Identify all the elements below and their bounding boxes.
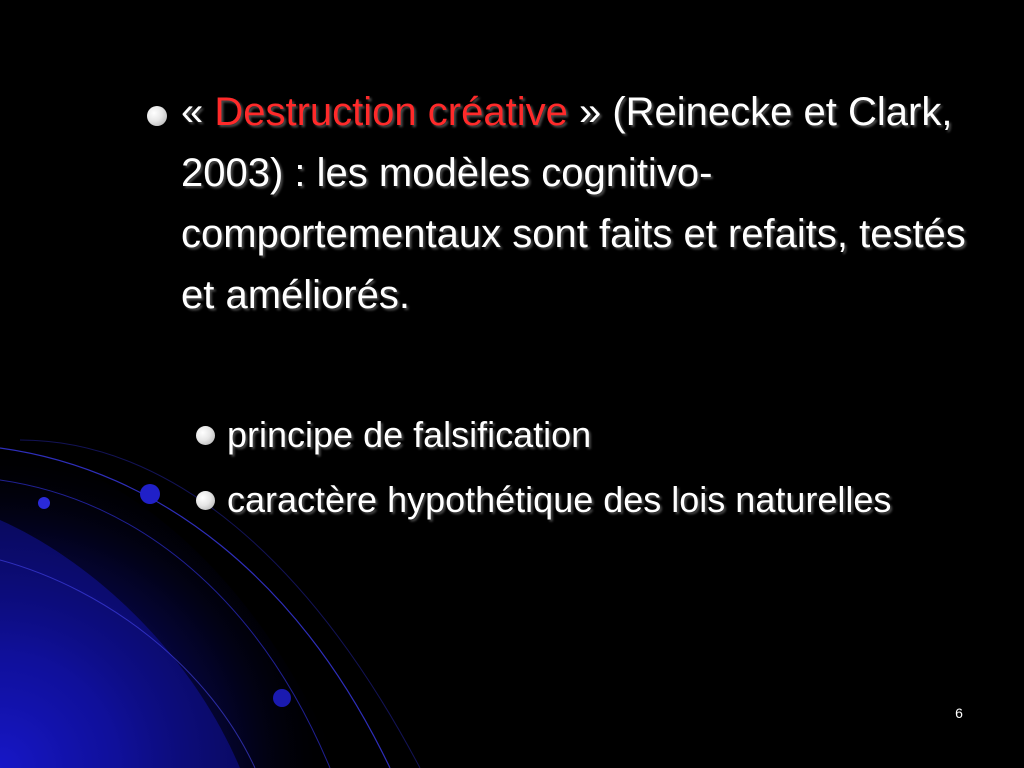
bullet-dot-icon <box>147 106 167 126</box>
highlight-term: Destruction créative <box>214 90 568 134</box>
sub-bullet-text: principe de falsification <box>227 414 592 455</box>
sub-bullet <box>196 408 916 462</box>
slide-number: 6 <box>955 705 963 721</box>
bullet-dot-icon <box>196 426 215 445</box>
bullet-dot-icon <box>196 491 215 510</box>
sub-bullet <box>196 473 916 527</box>
main-bullet-rest: » (Reinecke et Clark, 2003) : les modèles cognitivo-comportementaux sont faits et refaits, testés et améliorés. <box>181 90 966 317</box>
open-quote: « <box>181 90 215 134</box>
main-bullet-text <box>147 82 977 326</box>
main-bullet <box>147 82 977 326</box>
sub-bullet-text: caractère hypothétique des lois naturelles <box>227 479 892 520</box>
